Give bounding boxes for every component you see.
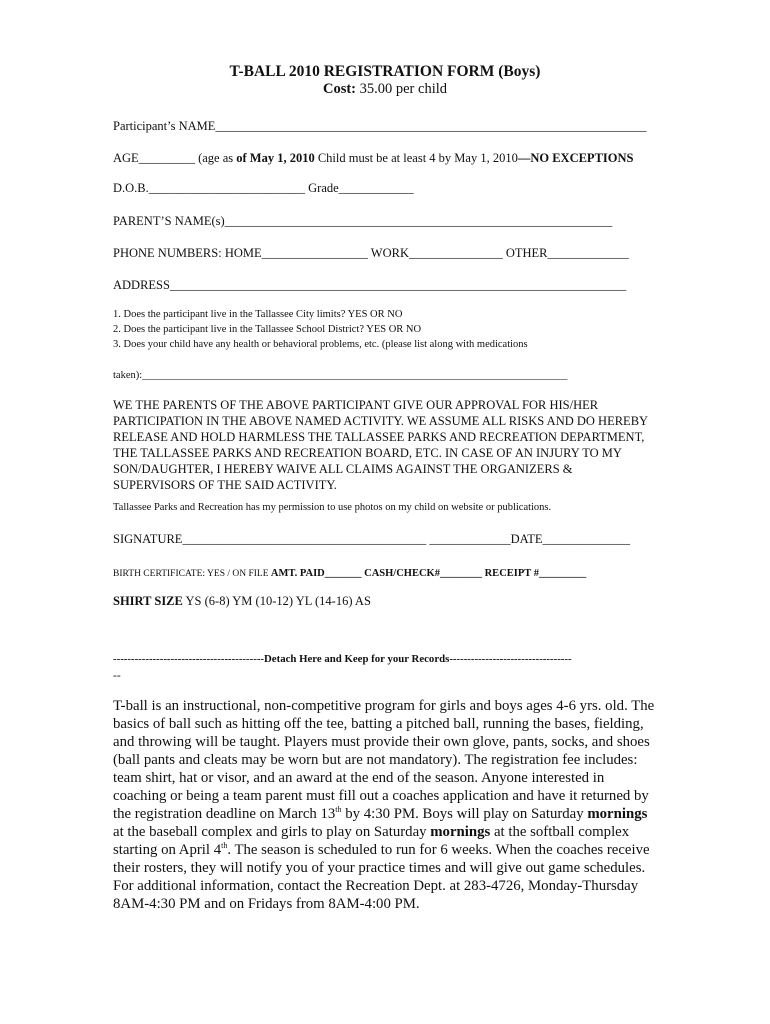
payment-fields[interactable]: AMT. PAID_______ CASH/CHECK#________ RECEIPT #_________ bbox=[270, 568, 587, 579]
cost-value: 35.00 per child bbox=[359, 81, 448, 97]
parent-name-field[interactable]: PARENT’S NAME(s)______________________________________________________________ bbox=[113, 214, 613, 228]
info-sup-2: th bbox=[221, 841, 228, 851]
mornings-emphasis-2: mornings bbox=[430, 824, 491, 840]
shirt-size-label: SHIRT SIZE bbox=[113, 594, 183, 608]
detach-line bbox=[113, 653, 572, 665]
info-part-1: T-ball is an instructional, non-competitive program for girls and boys ages 4-6 yrs. old. The basics of ball such as hitting off the tee, batting a pitched ball, running the bases, fielding, and throwing will be taught. Players must provide their own glove, pants, socks, and shoes (ball pants and cleats may be worn but are not mandatory). The registration fee includes: team shirt, hat or visor, and an award at the end of the season. Anyone interested in coaching or being a team parent must fill out a coaches application and have it returned by the registration deadline on March 13 bbox=[113, 698, 655, 822]
mornings-emphasis-1: mornings bbox=[587, 806, 648, 822]
address-field[interactable]: ADDRESS_________________________________________________________________________ bbox=[113, 278, 627, 292]
info-part-5: . The season is scheduled to run for 6 weeks. When the coaches receive their rosters, they will notify you of your practice times and will give out game schedules. For additional information, contact the Recreation Dept. at 283-4726, Monday-Thursday 8AM-4:30 PM and on Fridays from 8AM-4:00 PM. bbox=[113, 842, 650, 912]
info-sup-1: th bbox=[335, 805, 342, 815]
no-exceptions: —NO EXCEPTIONS bbox=[517, 151, 634, 165]
age-field[interactable] bbox=[113, 151, 633, 166]
medications-field[interactable]: taken):_________________________________________________________________________________ bbox=[113, 370, 568, 381]
phone-numbers-field[interactable]: PHONE NUMBERS: HOME_________________ WORK_______________ OTHER_____________ bbox=[113, 246, 629, 260]
question-1: 1. Does the participant live in the Tallassee City limits? YES OR NO bbox=[113, 309, 403, 320]
info-part-3: at the baseball complex and girls to play on Saturday bbox=[113, 824, 431, 840]
age-date: of May 1, 2010 bbox=[236, 151, 315, 165]
participant-name-field[interactable]: Participant’s NAME_____________________________________________________________________ bbox=[113, 119, 647, 133]
cost-label: Cost: bbox=[322, 81, 356, 97]
question-2: 2. Does the participant live in the Tallassee School District? YES OR NO bbox=[113, 324, 422, 335]
question-3: 3. Does your child have any health or behavioral problems, etc. (please list along with medications bbox=[113, 339, 528, 350]
shirt-size-options[interactable]: YS (6-8) YM (10-12) YL (14-16) AS bbox=[182, 594, 371, 608]
info-part-4: at the softball complex starting on April 4 bbox=[113, 824, 630, 858]
cost-line bbox=[0, 81, 770, 98]
detach-text: ------------------------------------------Detach Here and Keep for your Records---------------------------------- bbox=[113, 653, 572, 665]
waiver-text: WE THE PARENTS OF THE ABOVE PARTICIPANT GIVE OUR APPROVAL FOR HIS/HER PARTICIPATION IN THE ABOVE NAMED ACTIVITY. WE ASSUME ALL RISKS AND DO HEREBY RELEASE AND HOLD HARMLESS THE TALLASSEE PARKS AND RECREATION DEPARTMENT, THE TALLASSEE PARKS AND RECREATION BOARD, ETC. IN CASE OF AN INJURY TO MY SON/DAUGHTER, I HEREBY WAIVE ALL CLAIMS AGAINST THE ORGANIZERS & SUPERVISORS OF THE SAID ACTIVITY. bbox=[113, 398, 648, 492]
signature-date-field[interactable]: SIGNATURE_______________________________________ _____________DATE______________ bbox=[113, 532, 631, 546]
office-use-line bbox=[113, 565, 586, 580]
age-prefix: AGE_________ (age as bbox=[113, 151, 237, 165]
birth-certificate-label: BIRTH CERTIFICATE: YES / ON FILE bbox=[113, 569, 271, 579]
program-info-paragraph bbox=[113, 697, 658, 913]
detach-tail: -- bbox=[113, 670, 121, 682]
age-note: Child must be at least 4 by May 1, 2010 bbox=[314, 151, 518, 165]
dob-grade-field[interactable]: D.O.B._________________________ Grade____________ bbox=[113, 181, 414, 195]
photo-permission: Tallassee Parks and Recreation has my permission to use photos on my child on website or publications. bbox=[113, 502, 552, 513]
form-title: T-BALL 2010 REGISTRATION FORM (Boys) bbox=[229, 63, 541, 80]
shirt-size-line bbox=[113, 594, 371, 609]
info-part-2: by 4:30 PM. Boys will play on Saturday bbox=[341, 806, 588, 822]
